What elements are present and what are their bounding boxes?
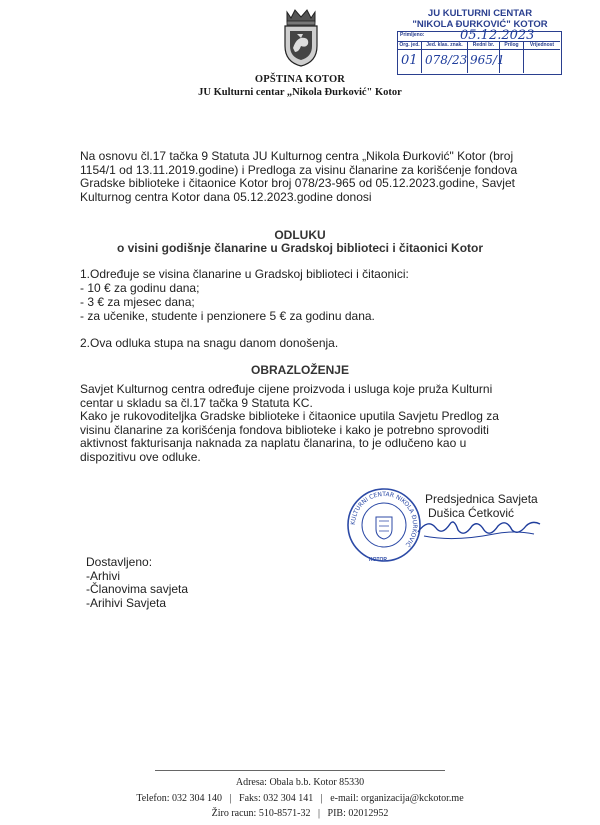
fee-item: - 10 € za godinu dana; (80, 281, 200, 295)
distribution-item: -Članovima savjeta (86, 582, 189, 596)
distribution-item: -Arihivi Savjeta (86, 595, 167, 610)
municipality-name: OPŠTINA KOTOR (254, 74, 346, 85)
stamp-col-class: Jed. klas. znak. (422, 42, 468, 50)
reasoning-paragraph-2: Kako je rukovoditeljka Gradske biblioteke i čitaonice uputila Savjetu Predlog za visinu članarine za korišćenja fondova biblioteke i kako je potrebno sprovoditi aktivnost fakturisanja naknada za naplatu članarina, to je odlučeno kao u dispozitivu ove odluke. (80, 409, 499, 464)
stamp-col-attachment: Prilog (500, 42, 524, 50)
footer-address: Adresa: Obala b.b. Kotor 85330 (235, 777, 365, 788)
stamp-title-line1: JU KULTURNI CENTAR (427, 8, 533, 19)
signatory-role: Predsjednica Savjeta (425, 492, 538, 506)
institution-name: JU Kulturni centar „Nikola Đurković" Kotor (198, 87, 402, 98)
intro-paragraph: Na osnovu čl.17 tačka 9 Statuta JU Kulturnog centra „Nikola Đurković" Kotor (broj 1154/1 od 13.11.2019.godine) i Predloga za visinu članarine za korišćenje fondova Gradske biblioteke i čitaonice Kotor broj 078/23-965 od 05.12.2023.godine, Savjet Kulturnog centra Kotor dana 05.12.2023.godine donosi (80, 149, 518, 204)
footer-phone: Telefon: 032 304 140 (136, 793, 223, 804)
footer-divider (155, 770, 445, 771)
fee-item: - 3 € za mjesec dana; (80, 295, 195, 309)
footer-email: e-mail: organizacija@kckotor.me (330, 793, 464, 804)
seal-city: KOTOR (369, 557, 387, 563)
distribution-label: Dostavljeno: (86, 555, 153, 569)
distribution-list (86, 556, 286, 610)
reasoning-title: OBRAZLOŽENJE (250, 363, 349, 377)
footer-separator: | (224, 793, 237, 804)
decision-point-2: 2.Ova odluka stupa na snagu danom donošenja. (80, 336, 339, 350)
stamp-title-line2: "NIKOLA ĐURKOVIĆ" KOTOR (412, 19, 548, 30)
document-subtitle: o visini godišnje članarine u Gradskoj biblioteci i čitaonici Kotor (116, 241, 484, 255)
seal-ring-text: KULTURNI CENTAR NIKOLA ĐURKOVIĆ (349, 490, 419, 549)
stamp-col-org: Org. jed. (398, 42, 422, 50)
footer-bank-info (0, 808, 600, 819)
footer-contacts (0, 793, 600, 804)
footer-fax: Faks: 032 304 141 (239, 793, 314, 804)
document-title: ODLUKU (274, 228, 326, 242)
stamp-col-number: Redni br. (468, 42, 500, 50)
signatory-name: Dušica Ćetković (428, 506, 515, 520)
decision-point-1: 1.Određuje se visina članarine u Gradskoj biblioteci i čitaonici: (80, 267, 409, 281)
reasoning-paragraph-1: Savjet Kulturnog centra određuje cijene proizvoda i usluga koje pruža Kulturni centar u skladu sa čl.17 tačka 9 Statuta KC. (80, 382, 493, 410)
footer-separator: | (315, 793, 328, 804)
kotor-coat-of-arms-logo (281, 8, 321, 68)
footer-pib: PIB: 02012952 (327, 808, 389, 819)
stamp-received-date: 05.12.2023 (460, 28, 535, 43)
stamp-val-org: 01 (401, 53, 418, 68)
stamp-val-number: 965/1 (470, 53, 505, 67)
footer-account: Žiro racun: 510-8571-32 (211, 808, 311, 819)
official-seal (346, 487, 422, 563)
registration-stamp-box (397, 28, 562, 75)
stamp-received-label: Primljeno: (400, 32, 425, 38)
handwritten-signature (414, 514, 544, 544)
stamp-val-class: 078/23 (425, 53, 468, 67)
fee-item: - za učenike, studente i penzionere 5 € za godinu dana. (80, 309, 375, 323)
distribution-item: -Arhivi (86, 568, 121, 583)
footer-separator: | (313, 808, 326, 819)
stamp-col-value: Vrijednost (524, 42, 560, 50)
reasoning-text (80, 383, 510, 464)
